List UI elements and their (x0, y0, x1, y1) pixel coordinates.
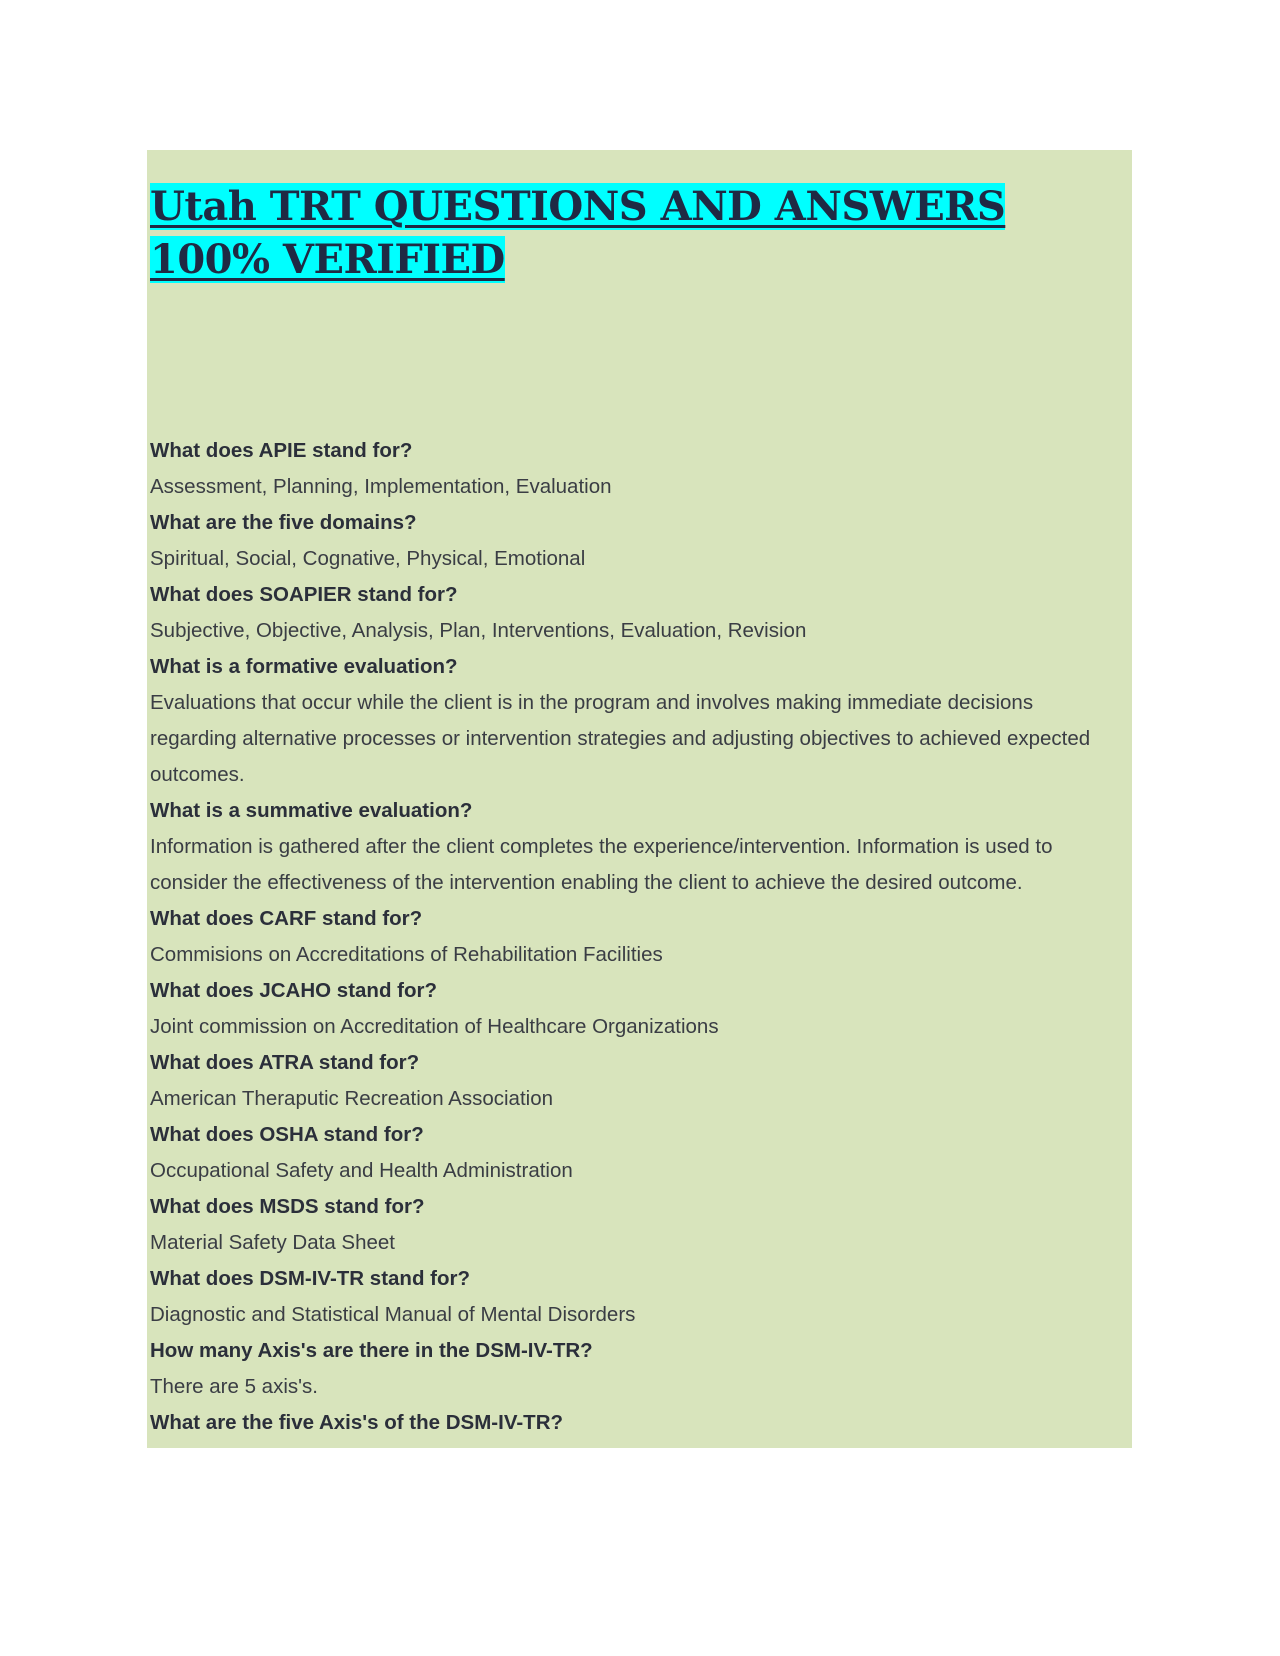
document-title-text: Utah TRT QUESTIONS AND ANSWERS 100% VERIFIED (150, 183, 1006, 283)
question-4: What is a formative evaluation? (150, 655, 458, 678)
document-title (150, 180, 1125, 286)
question-11: What does DSM-IV-TR stand for? (150, 1267, 471, 1290)
question-1: What does APIE stand for? (150, 439, 413, 462)
answer-9: Occupational Safety and Health Administration (150, 1159, 573, 1182)
answer-3: Subjective, Objective, Analysis, Plan, Interventions, Evaluation, Revision (150, 619, 807, 642)
answer-8: American Theraputic Recreation Association (150, 1087, 553, 1110)
question-12: How many Axis's are there in the DSM-IV-TR? (150, 1339, 593, 1362)
question-2: What are the five domains? (150, 511, 417, 534)
answer-2: Spiritual, Social, Cognative, Physical, Emotional (150, 547, 586, 570)
answer-11: Diagnostic and Statistical Manual of Mental Disorders (150, 1303, 636, 1326)
question-8: What does ATRA stand for? (150, 1051, 420, 1074)
answer-7: Joint commission on Accreditation of Healthcare Organizations (150, 1015, 719, 1038)
question-7: What does JCAHO stand for? (150, 979, 438, 1002)
answer-1: Assessment, Planning, Implementation, Evaluation (150, 475, 612, 498)
question-13: What are the five Axis's of the DSM-IV-TR? (150, 1411, 564, 1434)
question-3: What does SOAPIER stand for? (150, 583, 458, 606)
question-10: What does MSDS stand for? (150, 1195, 425, 1218)
question-6: What does CARF stand for? (150, 907, 423, 930)
document-panel (147, 150, 1132, 1448)
question-9: What does OSHA stand for? (150, 1123, 424, 1146)
answer-4: Evaluations that occur while the client is in the program and involves making immediate decisions regarding alternative processes or intervention strategies and adjusting objectives to achieved expected outcomes. (150, 691, 1091, 786)
qa-list (150, 433, 1125, 1441)
answer-12: There are 5 axis's. (150, 1375, 318, 1398)
answer-6: Commisions on Accreditations of Rehabilitation Facilities (150, 943, 663, 966)
answer-5: Information is gathered after the client completes the experience/intervention. Information is used to consider the effectiveness of the intervention enabling the client to achieve the desired outcome. (150, 835, 1053, 894)
question-5: What is a summative evaluation? (150, 799, 473, 822)
answer-10: Material Safety Data Sheet (150, 1231, 395, 1254)
